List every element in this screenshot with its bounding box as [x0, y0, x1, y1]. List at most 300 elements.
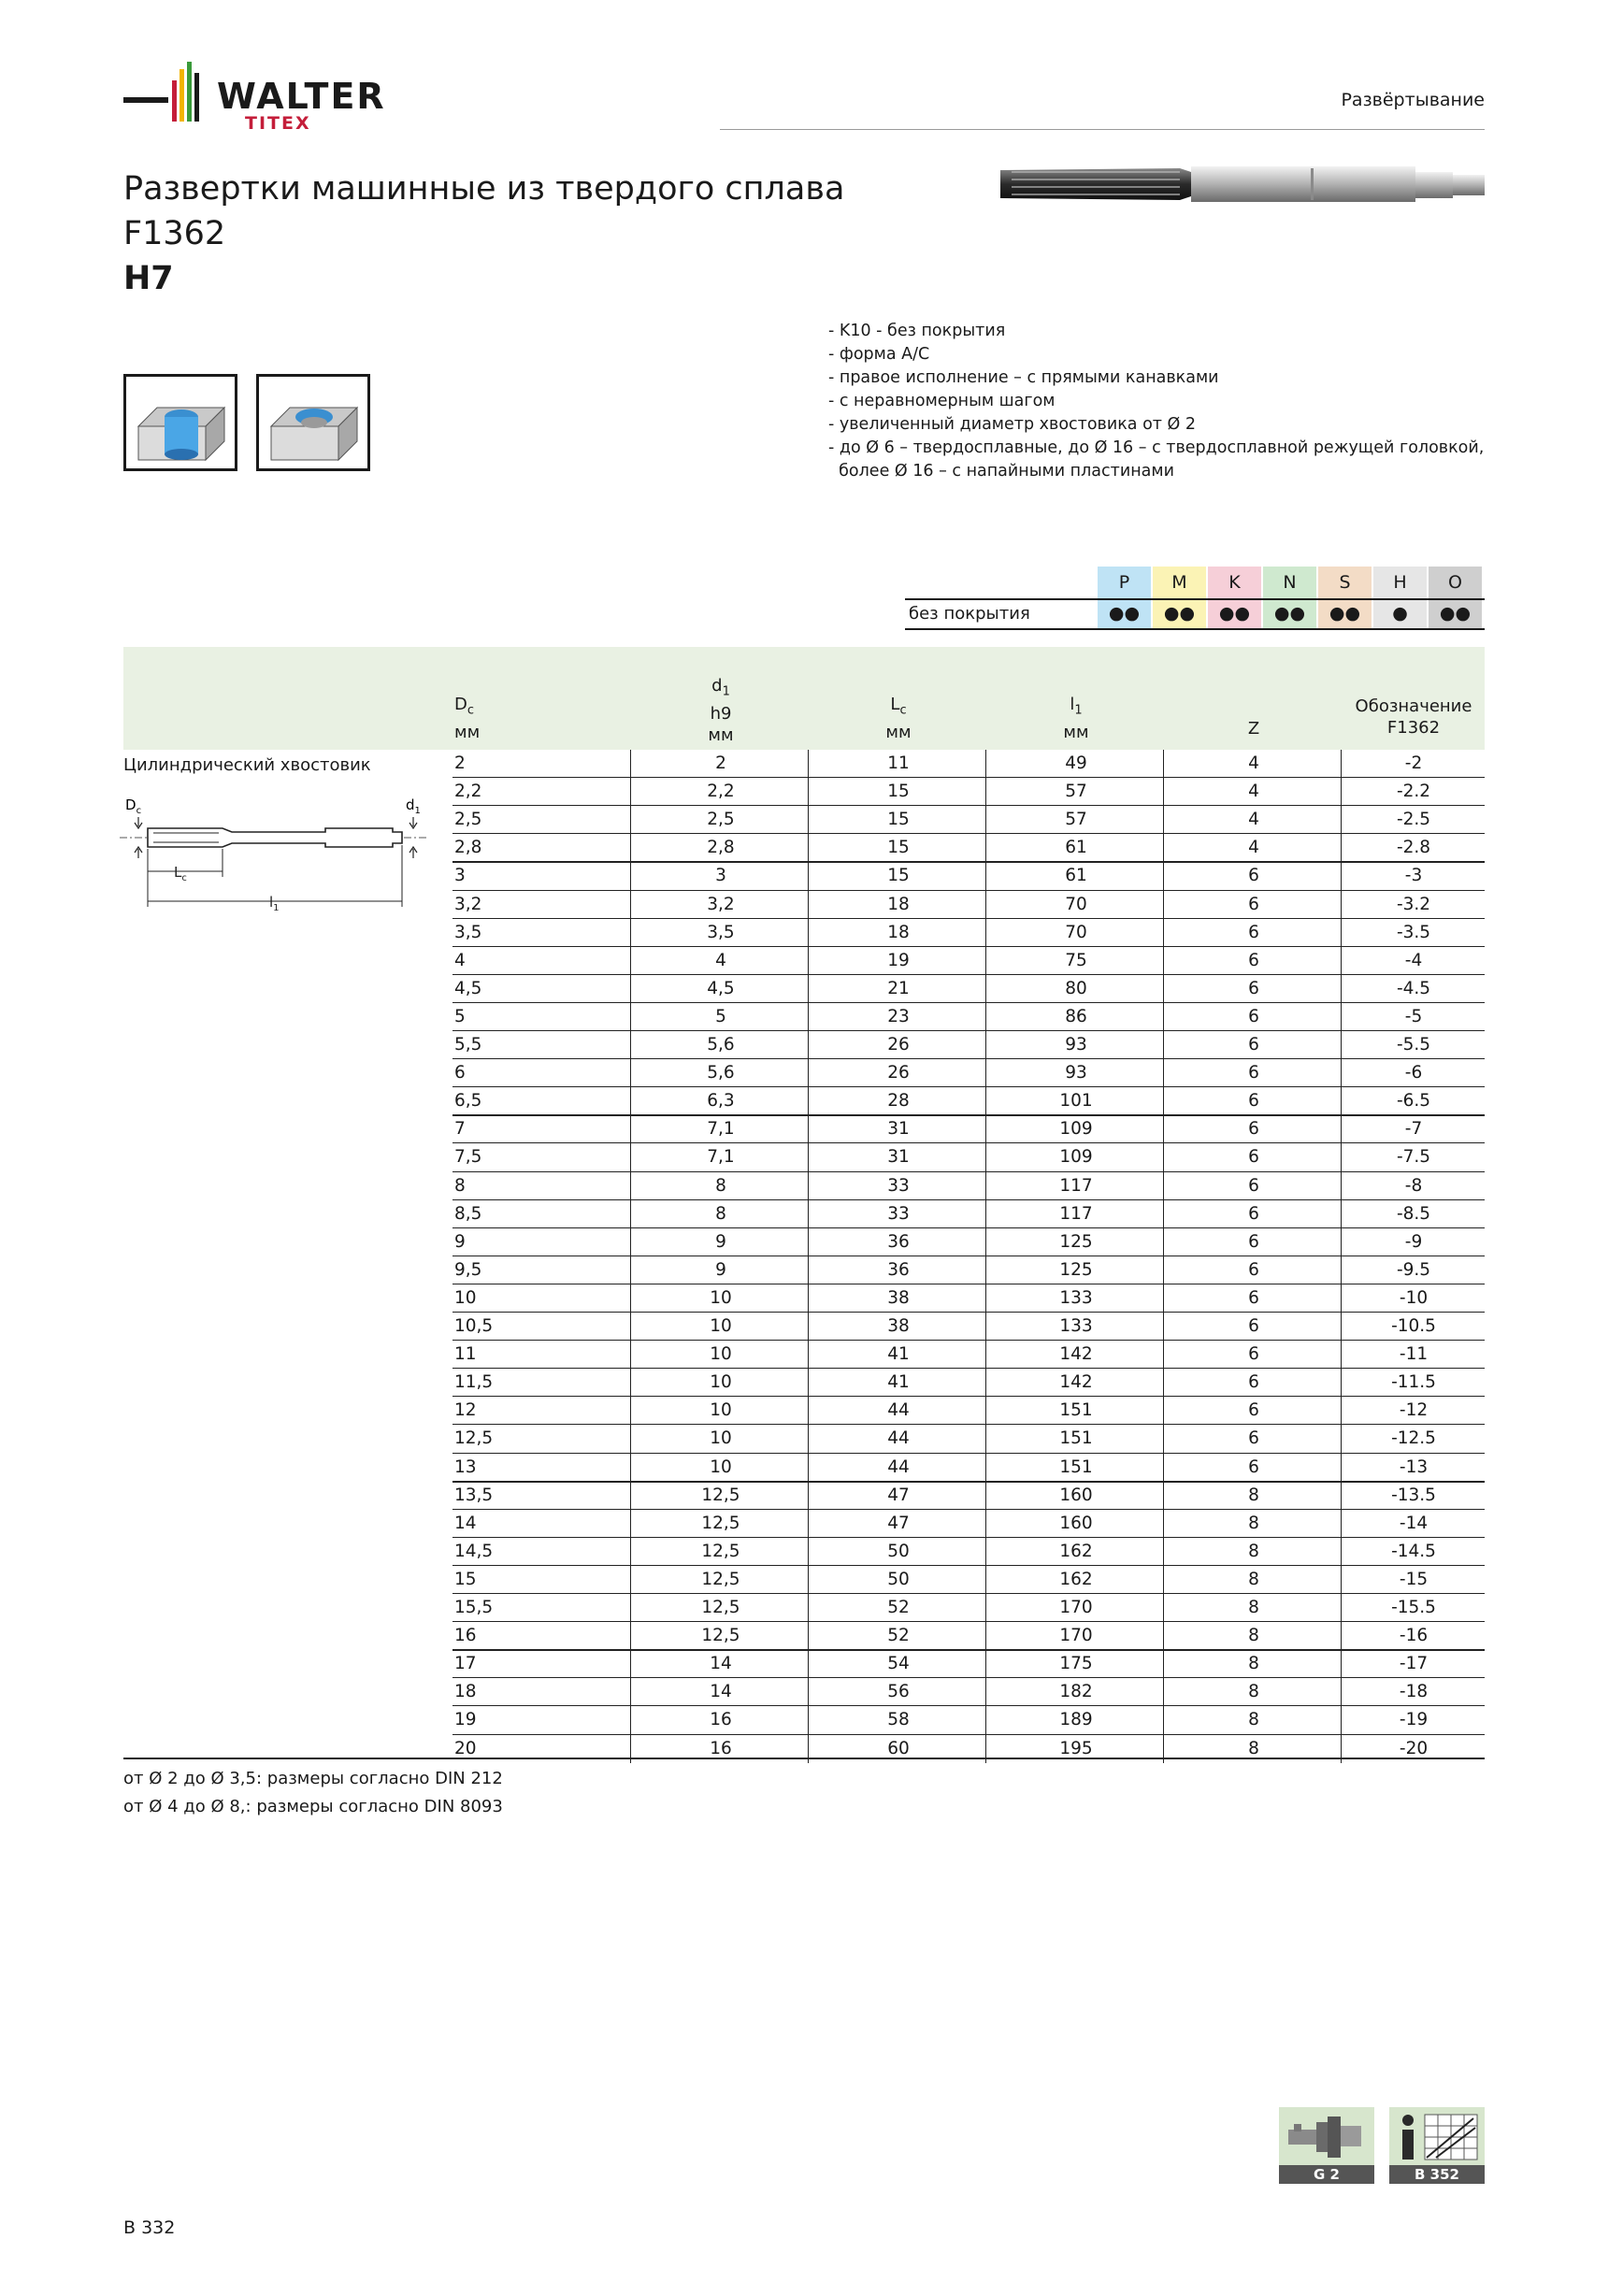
cell-l1: 170: [1059, 1598, 1093, 1617]
cell-dc: 6,5: [454, 1091, 482, 1112]
cell-z: 6: [1248, 1063, 1259, 1083]
header-lc: $L_c$ мм: [885, 695, 912, 742]
cell-l1: 117: [1059, 1175, 1093, 1196]
cell-z: 6: [1248, 950, 1259, 970]
cell-dc: 9: [454, 1231, 466, 1252]
cell-d1: 10: [710, 1316, 732, 1336]
footnote: от Ø 2 до Ø 3,5: размеры согласно DIN 212: [123, 1769, 503, 1788]
cell-designation: -2.5: [1396, 810, 1431, 830]
cell-z: 6: [1248, 978, 1259, 998]
cell-d1: 6,3: [707, 1091, 735, 1112]
material-rating-p: ●●: [1098, 600, 1151, 628]
column-divider: [1341, 750, 1342, 1763]
cell-lc: 18: [887, 894, 910, 914]
cell-z: 6: [1248, 1231, 1259, 1252]
cell-dc: 17: [454, 1654, 477, 1674]
title-line-1: Развертки машинные из твердого сплава: [123, 170, 845, 208]
cell-z: 6: [1248, 1147, 1259, 1168]
cell-l1: 125: [1059, 1259, 1093, 1280]
cell-z: 6: [1248, 1035, 1259, 1055]
cell-z: 6: [1248, 1091, 1259, 1112]
footnotes: [123, 1765, 503, 1821]
cell-dc: 8,5: [454, 1203, 482, 1224]
table-row: [452, 1425, 1485, 1453]
cell-d1: 3,5: [707, 922, 735, 942]
cell-l1: 133: [1059, 1287, 1093, 1308]
table-row: [452, 1397, 1485, 1425]
cell-lc: 23: [887, 1006, 910, 1026]
logo-bars-icon: [123, 60, 217, 127]
cell-d1: 4,5: [707, 978, 735, 998]
column-divider: [808, 750, 809, 1763]
header-d1: $d_1$ h9 мм: [708, 676, 734, 745]
table-row: [452, 1538, 1485, 1566]
table-row: [452, 1003, 1485, 1031]
cell-lc: 44: [887, 1400, 910, 1421]
title-tolerance: H7: [123, 260, 174, 297]
cell-dc: 3,5: [454, 922, 482, 942]
table-row: [452, 1706, 1485, 1734]
cell-designation: -10: [1399, 1287, 1429, 1308]
cell-designation: -19: [1399, 1710, 1429, 1730]
cell-dc: 15,5: [454, 1598, 494, 1617]
cell-designation: -3.2: [1396, 894, 1431, 914]
cell-l1: 160: [1059, 1513, 1093, 1533]
cell-designation: -9.5: [1396, 1259, 1431, 1280]
table-row: [452, 1059, 1485, 1087]
header-l1: $l_1$ мм: [1063, 695, 1089, 742]
cell-lc: 60: [887, 1738, 910, 1758]
cell-lc: 41: [887, 1372, 910, 1393]
table-row: [452, 806, 1485, 834]
table-row: [452, 1594, 1485, 1622]
material-group-m: M: [1153, 567, 1206, 598]
cell-l1: 151: [1059, 1428, 1093, 1449]
page-number: B 332: [123, 2217, 176, 2238]
feature-item: - до Ø 6 – твердосплавные, до Ø 16 – с твердосплавной режущей головкой,: [828, 438, 1485, 457]
header-designation: Обозначение F1362: [1355, 696, 1472, 738]
column-divider: [630, 750, 631, 1763]
cell-lc: 56: [887, 1682, 910, 1702]
cell-l1: 160: [1059, 1485, 1093, 1505]
header-z: Z: [1247, 719, 1260, 739]
cell-l1: 101: [1059, 1091, 1093, 1112]
drawing-label-d1: $d_1$: [406, 796, 421, 816]
cell-l1: 75: [1065, 950, 1087, 970]
cell-d1: 10: [710, 1457, 732, 1477]
cell-d1: 9: [715, 1231, 726, 1252]
cell-lc: 26: [887, 1063, 910, 1083]
table-header-cells: [452, 675, 1485, 750]
cell-lc: 38: [887, 1287, 910, 1308]
cell-l1: 170: [1059, 1626, 1093, 1646]
cell-dc: 12: [454, 1400, 477, 1421]
table-row: [452, 862, 1485, 890]
cell-z: 6: [1248, 1400, 1259, 1421]
cell-designation: -12: [1399, 1400, 1429, 1421]
material-group-o: O: [1429, 567, 1482, 598]
table-bottom-rule: [123, 1758, 1485, 1759]
cell-l1: 80: [1065, 978, 1087, 998]
table-row: [452, 1622, 1485, 1650]
cell-z: 6: [1248, 1119, 1259, 1140]
cell-d1: 5,6: [707, 1035, 735, 1055]
cell-z: 4: [1248, 753, 1259, 773]
reference-holder-g2[interactable]: [1279, 2107, 1374, 2184]
cell-l1: 109: [1059, 1119, 1093, 1140]
cell-z: 6: [1248, 1344, 1259, 1365]
logo-text: WALTER: [217, 76, 386, 117]
cell-designation: -15: [1399, 1569, 1429, 1589]
cell-lc: 36: [887, 1231, 910, 1252]
cell-lc: 36: [887, 1259, 910, 1280]
cell-lc: 54: [887, 1654, 910, 1674]
feature-item: - правое исполнение – с прямыми канавками: [828, 368, 1219, 387]
cell-lc: 52: [887, 1626, 910, 1646]
cell-z: 6: [1248, 1316, 1259, 1336]
cell-designation: -4.5: [1396, 978, 1431, 998]
cell-dc: 7,5: [454, 1147, 482, 1168]
cell-lc: 31: [887, 1119, 910, 1140]
cell-z: 8: [1248, 1710, 1259, 1730]
cell-lc: 28: [887, 1091, 910, 1112]
cell-z: 6: [1248, 1372, 1259, 1393]
cell-d1: 5: [715, 1006, 726, 1026]
table-row: [452, 1228, 1485, 1256]
through-hole-icon: [123, 374, 237, 471]
cell-lc: 15: [887, 838, 910, 858]
table-row: [452, 1510, 1485, 1538]
material-rule: [905, 598, 1485, 600]
cell-dc: 2: [454, 753, 466, 773]
cell-l1: 195: [1059, 1738, 1093, 1758]
cell-dc: 15: [454, 1569, 477, 1589]
cell-d1: 9: [715, 1259, 726, 1280]
table-row: [452, 1369, 1485, 1397]
reference-label: G 2: [1279, 2165, 1374, 2184]
cell-lc: 15: [887, 782, 910, 802]
cell-dc: 7: [454, 1119, 466, 1140]
cell-dc: 13: [454, 1457, 477, 1477]
cell-l1: 182: [1059, 1682, 1093, 1702]
table-row: [452, 947, 1485, 975]
cell-z: 8: [1248, 1541, 1259, 1561]
material-rating-n: ●●: [1263, 600, 1316, 628]
cell-l1: 175: [1059, 1654, 1093, 1674]
cell-lc: 21: [887, 978, 910, 998]
feature-item: - увеличенный диаметр хвостовика от Ø 2: [828, 415, 1197, 434]
cell-d1: 12,5: [701, 1598, 740, 1617]
cell-lc: 33: [887, 1175, 910, 1196]
table-row: [452, 1143, 1485, 1171]
cell-dc: 2,8: [454, 838, 482, 858]
material-rating-h: ●: [1373, 600, 1427, 628]
cell-z: 4: [1248, 838, 1259, 858]
cell-dc: 3: [454, 866, 466, 886]
cell-d1: 10: [710, 1344, 732, 1365]
cell-lc: 50: [887, 1541, 910, 1561]
cell-z: 6: [1248, 1175, 1259, 1196]
cell-designation: -9: [1404, 1231, 1423, 1252]
cell-designation: -2.8: [1396, 838, 1431, 858]
feature-item: - с неравномерным шагом: [828, 392, 1056, 410]
cell-l1: 133: [1059, 1316, 1093, 1336]
cell-l1: 125: [1059, 1231, 1093, 1252]
cell-z: 8: [1248, 1626, 1259, 1646]
cell-l1: 93: [1065, 1063, 1087, 1083]
cell-z: 4: [1248, 810, 1259, 830]
cell-dc: 19: [454, 1710, 477, 1730]
cell-dc: 14,5: [454, 1541, 494, 1561]
material-group-p: P: [1098, 567, 1151, 598]
cell-d1: 2,5: [707, 810, 735, 830]
cell-d1: 3,2: [707, 894, 735, 914]
cell-dc: 5,5: [454, 1035, 482, 1055]
cell-dc: 3,2: [454, 894, 482, 914]
cell-d1: 12,5: [701, 1485, 740, 1505]
cell-z: 6: [1248, 1457, 1259, 1477]
cell-d1: 12,5: [701, 1513, 740, 1533]
cell-lc: 52: [887, 1598, 910, 1617]
cell-designation: -8.5: [1396, 1203, 1431, 1224]
cell-lc: 31: [887, 1147, 910, 1168]
table-row: [452, 1256, 1485, 1284]
shank-type-label: Цилиндрический хвостовик: [123, 755, 371, 775]
cell-d1: 2: [715, 753, 726, 773]
cell-lc: 47: [887, 1485, 910, 1505]
cell-dc: 18: [454, 1682, 477, 1702]
cell-l1: 61: [1065, 866, 1087, 886]
cell-dc: 12,5: [454, 1428, 494, 1449]
cell-l1: 189: [1059, 1710, 1093, 1730]
material-rating-o: ●●: [1429, 600, 1482, 628]
column-divider: [985, 750, 986, 1763]
cell-lc: 58: [887, 1710, 910, 1730]
cell-lc: 41: [887, 1344, 910, 1365]
reference-label: B 352: [1389, 2165, 1485, 2184]
drawing-label-dc: $D_c$: [125, 796, 142, 816]
cell-l1: 142: [1059, 1344, 1093, 1365]
header-dc: $D_c$ мм: [454, 695, 481, 742]
cell-z: 6: [1248, 1006, 1259, 1026]
cell-d1: 14: [710, 1654, 732, 1674]
table-row: [452, 919, 1485, 947]
table-row: [452, 1284, 1485, 1313]
header-divider: [720, 129, 1485, 130]
cell-z: 6: [1248, 1428, 1259, 1449]
reamer-dimension-drawing: [120, 791, 428, 912]
table-row: [452, 1482, 1485, 1510]
cell-d1: 4: [715, 950, 726, 970]
cell-z: 6: [1248, 922, 1259, 942]
material-group-k: K: [1208, 567, 1261, 598]
cell-l1: 86: [1065, 1006, 1087, 1026]
cell-dc: 4: [454, 950, 466, 970]
cell-designation: -3: [1404, 866, 1423, 886]
cell-lc: 44: [887, 1457, 910, 1477]
feature-item: - форма A/C: [828, 345, 930, 364]
material-group-s: S: [1318, 567, 1372, 598]
table-row: [452, 778, 1485, 806]
cell-d1: 5,6: [707, 1063, 735, 1083]
cell-l1: 151: [1059, 1457, 1093, 1477]
cell-designation: -7.5: [1396, 1147, 1431, 1168]
cell-l1: 49: [1065, 753, 1087, 773]
cell-d1: 12,5: [701, 1626, 740, 1646]
cell-l1: 70: [1065, 894, 1087, 914]
cell-l1: 93: [1065, 1035, 1087, 1055]
cell-dc: 6: [454, 1063, 466, 1083]
cell-designation: -7: [1404, 1119, 1423, 1140]
table-row: [452, 1172, 1485, 1200]
cell-designation: -13.5: [1391, 1485, 1436, 1505]
cell-d1: 8: [715, 1203, 726, 1224]
table-row: [452, 1313, 1485, 1341]
cell-designation: -20: [1399, 1738, 1429, 1758]
cell-z: 6: [1248, 1259, 1259, 1280]
material-rating-k: ●●: [1208, 600, 1261, 628]
cell-lc: 19: [887, 950, 910, 970]
cell-d1: 14: [710, 1682, 732, 1702]
cell-l1: 109: [1059, 1147, 1093, 1168]
cell-d1: 16: [710, 1710, 732, 1730]
cell-dc: 16: [454, 1626, 477, 1646]
table-row: [452, 1650, 1485, 1678]
cell-dc: 11: [454, 1344, 477, 1365]
reference-info-b352[interactable]: [1389, 2107, 1485, 2184]
cell-d1: 10: [710, 1428, 732, 1449]
cell-designation: -5.5: [1396, 1035, 1431, 1055]
table-row: [452, 1115, 1485, 1143]
table-row: [452, 1678, 1485, 1706]
cell-lc: 33: [887, 1203, 910, 1224]
cell-l1: 57: [1065, 782, 1087, 802]
cell-lc: 47: [887, 1513, 910, 1533]
cell-lc: 18: [887, 922, 910, 942]
cell-dc: 5: [454, 1006, 466, 1026]
cell-z: 8: [1248, 1513, 1259, 1533]
table-row: [452, 891, 1485, 919]
table-row: [452, 1031, 1485, 1059]
cell-designation: -18: [1399, 1682, 1429, 1702]
cell-designation: -14.5: [1391, 1541, 1436, 1561]
cell-lc: 50: [887, 1569, 910, 1589]
material-group-n: N: [1263, 567, 1316, 598]
cell-designation: -3.5: [1396, 922, 1431, 942]
table-row: [452, 1200, 1485, 1228]
cell-d1: 8: [715, 1175, 726, 1196]
logo-subtext: TITEX: [245, 113, 311, 134]
table-row: [452, 1566, 1485, 1594]
cell-d1: 12,5: [701, 1541, 740, 1561]
cell-z: 8: [1248, 1682, 1259, 1702]
page-title: [123, 166, 844, 301]
section-title: Развёртывание: [1341, 90, 1485, 110]
cell-d1: 12,5: [701, 1569, 740, 1589]
feature-list: [828, 320, 1501, 483]
coating-label: без покрытия: [909, 604, 1030, 624]
material-rule: [905, 628, 1485, 630]
cell-dc: 10: [454, 1287, 477, 1308]
cell-l1: 117: [1059, 1203, 1093, 1224]
cell-designation: -16: [1399, 1626, 1429, 1646]
cell-designation: -8: [1404, 1175, 1423, 1196]
cell-designation: -2.2: [1396, 782, 1431, 802]
info-chart-icon: [1389, 2107, 1485, 2165]
cell-d1: 10: [710, 1400, 732, 1421]
cell-d1: 7,1: [707, 1147, 735, 1168]
cell-lc: 15: [887, 810, 910, 830]
cell-d1: 7,1: [707, 1119, 735, 1140]
table-row: [452, 834, 1485, 862]
feature-item: - K10 - без покрытия: [828, 322, 1006, 340]
counterbore-icon: [256, 374, 370, 471]
cell-d1: 2,8: [707, 838, 735, 858]
cell-l1: 57: [1065, 810, 1087, 830]
cell-designation: -13: [1399, 1457, 1429, 1477]
table-row: [452, 975, 1485, 1003]
cell-designation: -14: [1399, 1513, 1429, 1533]
cell-dc: 20: [454, 1738, 477, 1758]
cell-designation: -6: [1404, 1063, 1423, 1083]
footnote: от Ø 4 до Ø 8,: размеры согласно DIN 8093: [123, 1797, 503, 1816]
cell-dc: 2,2: [454, 782, 482, 802]
cell-lc: 15: [887, 866, 910, 886]
drawing-label-l1: $l_1$: [269, 894, 280, 912]
cell-designation: -6.5: [1396, 1091, 1431, 1112]
cell-d1: 3: [715, 866, 726, 886]
cell-d1: 2,2: [707, 782, 735, 802]
walter-titex-logo: [123, 60, 404, 135]
holder-icon: [1279, 2107, 1374, 2165]
cell-lc: 44: [887, 1428, 910, 1449]
cell-designation: -4: [1404, 950, 1423, 970]
cell-dc: 10,5: [454, 1316, 494, 1336]
cell-z: 8: [1248, 1738, 1259, 1758]
cell-z: 6: [1248, 894, 1259, 914]
cell-designation: -17: [1399, 1654, 1429, 1674]
reamer-product-image: [993, 159, 1488, 209]
cell-designation: -2: [1404, 753, 1423, 773]
cell-designation: -12.5: [1391, 1428, 1436, 1449]
cell-lc: 26: [887, 1035, 910, 1055]
cell-d1: 16: [710, 1738, 732, 1758]
drawing-label-lc: $L_c$: [174, 864, 187, 883]
cell-d1: 10: [710, 1372, 732, 1393]
title-line-2: F1362: [123, 215, 226, 252]
cell-designation: -5: [1404, 1006, 1423, 1026]
cell-designation: -11.5: [1391, 1372, 1436, 1393]
cell-z: 6: [1248, 866, 1259, 886]
cell-z: 4: [1248, 782, 1259, 802]
cell-l1: 142: [1059, 1372, 1093, 1393]
table-row: [452, 1087, 1485, 1115]
feature-item: более Ø 16 – с напайными пластинами: [828, 462, 1174, 481]
cell-dc: 4,5: [454, 978, 482, 998]
cell-lc: 11: [887, 753, 910, 773]
cell-z: 8: [1248, 1569, 1259, 1589]
cell-dc: 13,5: [454, 1485, 494, 1505]
cell-l1: 162: [1059, 1541, 1093, 1561]
cell-l1: 61: [1065, 838, 1087, 858]
table-row: [452, 1341, 1485, 1369]
cell-lc: 38: [887, 1316, 910, 1336]
cell-d1: 10: [710, 1287, 732, 1308]
cell-dc: 11,5: [454, 1372, 494, 1393]
material-group-h: H: [1373, 567, 1427, 598]
cell-dc: 9,5: [454, 1259, 482, 1280]
cell-z: 6: [1248, 1287, 1259, 1308]
